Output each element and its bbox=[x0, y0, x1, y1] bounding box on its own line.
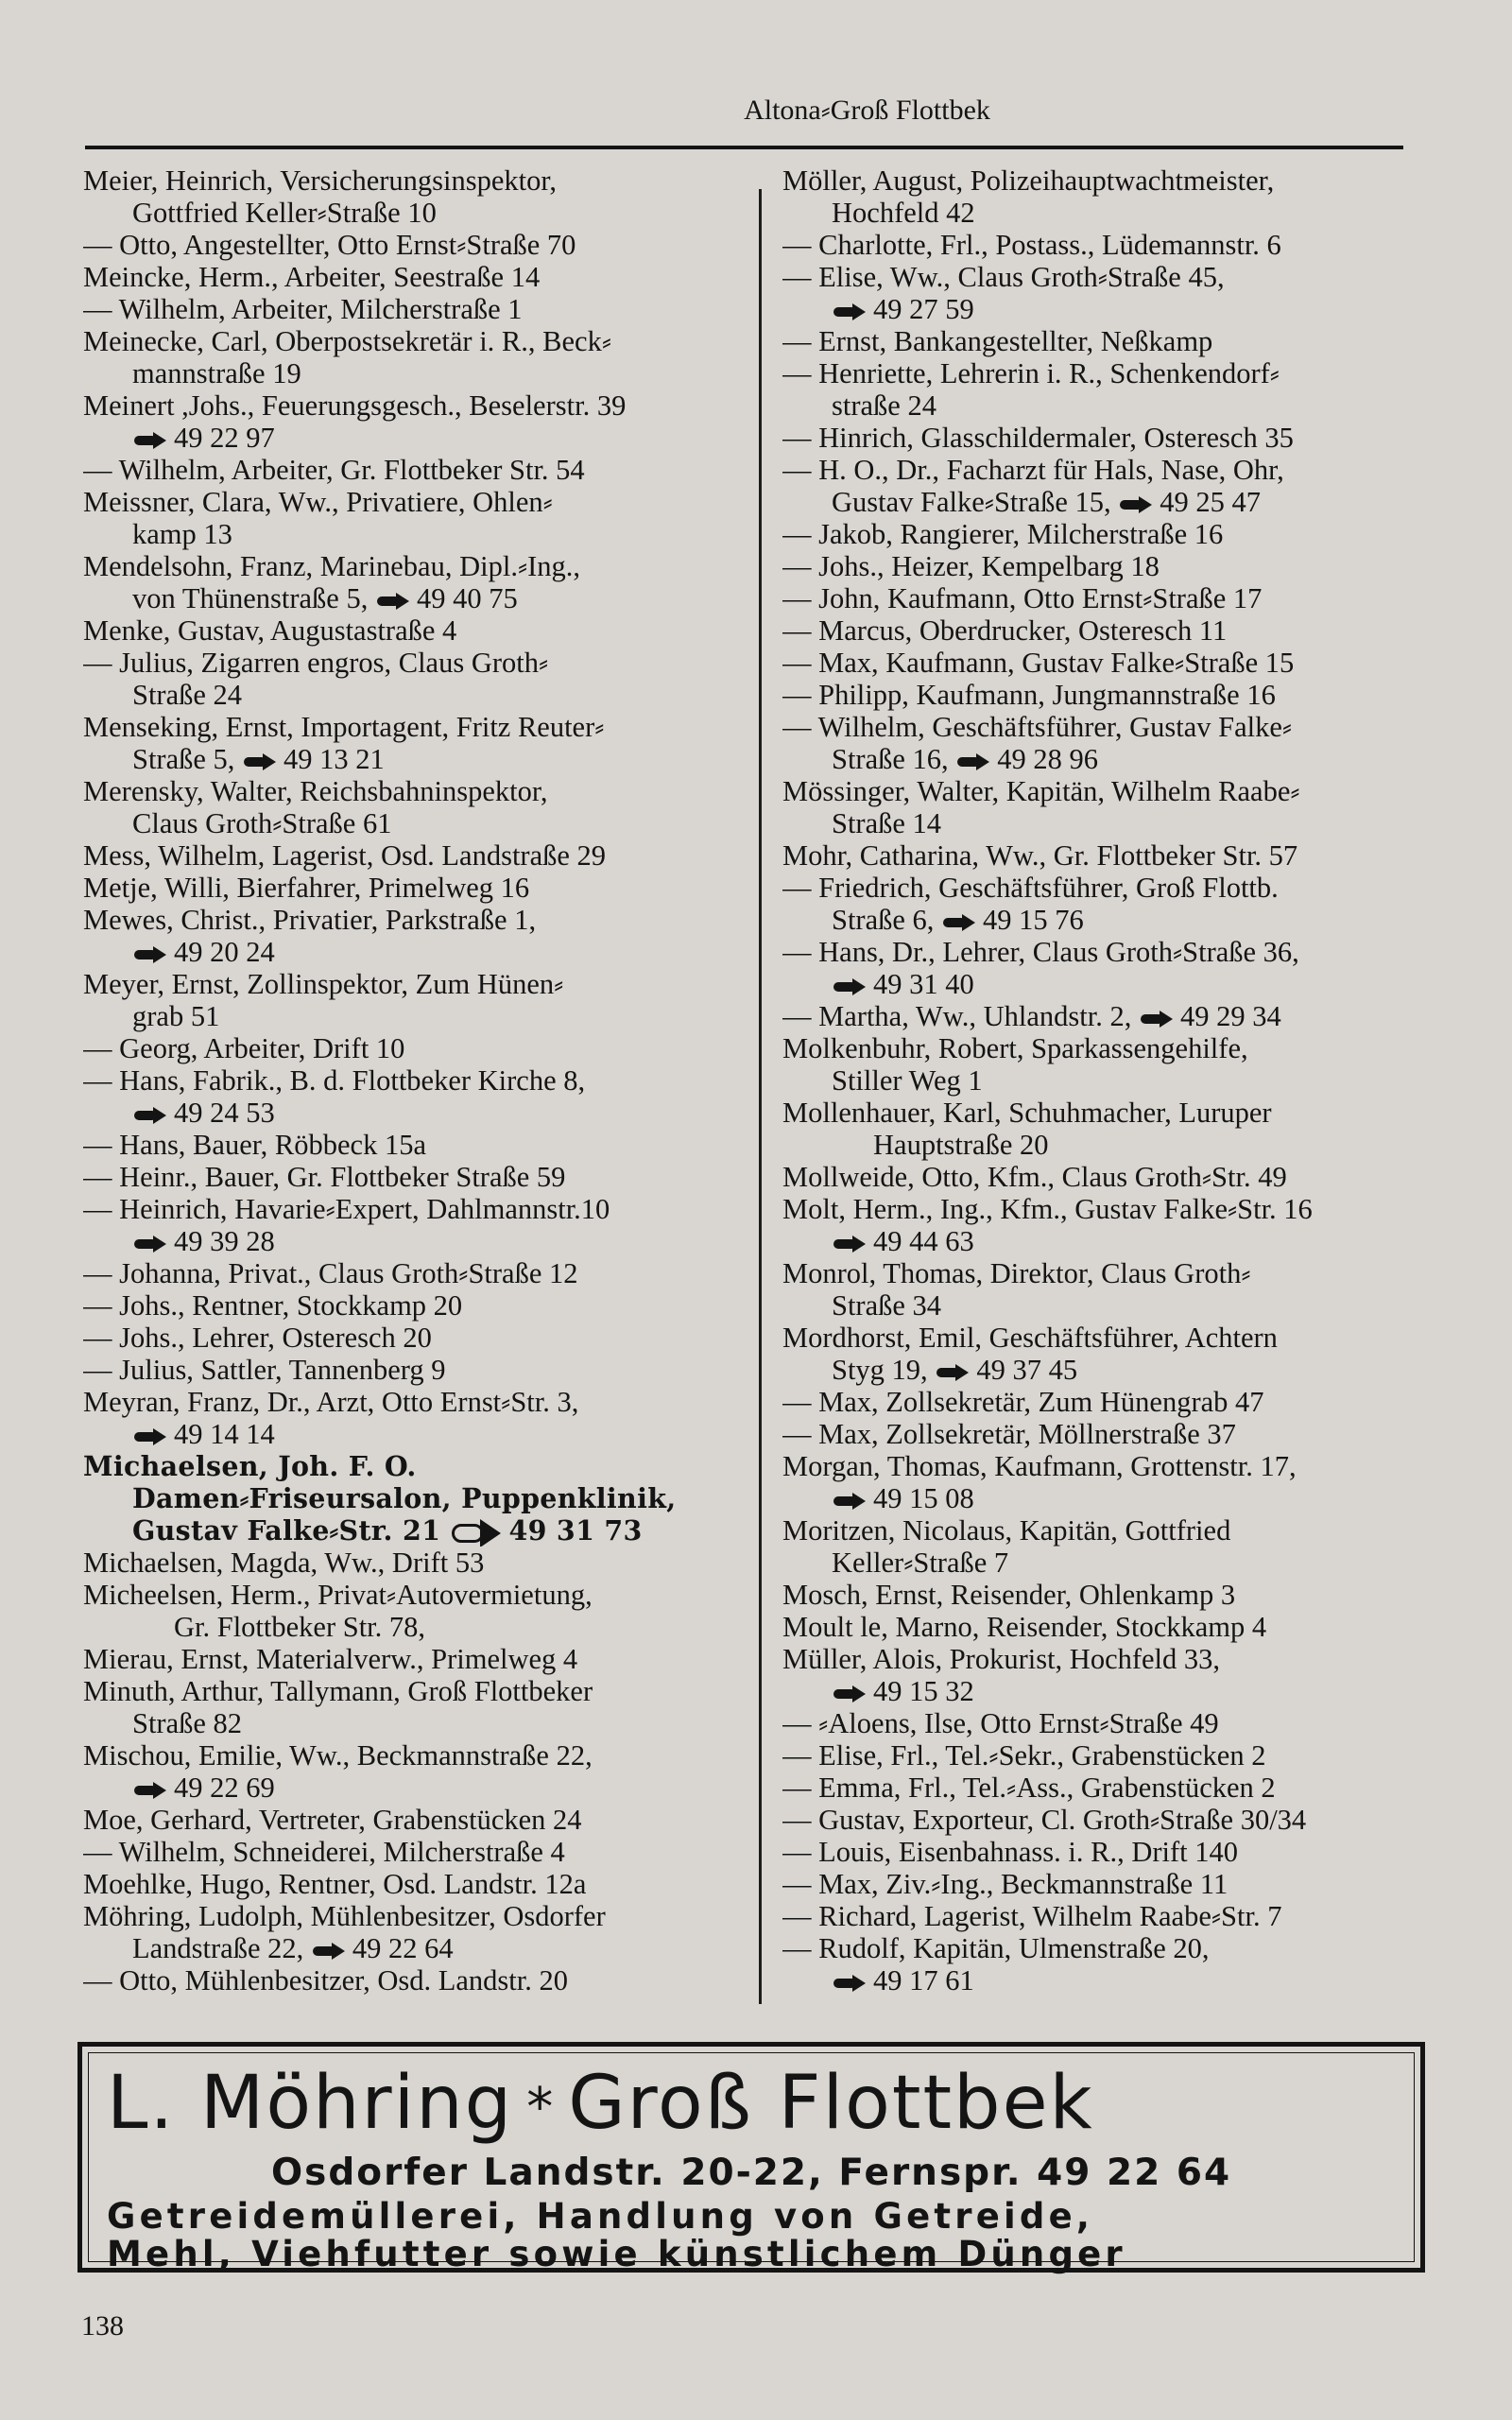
directory-line bbox=[83, 872, 735, 904]
telephone-icon bbox=[377, 595, 411, 608]
directory-text: — Charlotte, Frl., Postass., Lüdemannstr. 6 bbox=[782, 229, 1281, 261]
directory-text: — Otto, Angestellter, Otto Ernst⸗Straße 70 bbox=[83, 229, 576, 261]
telephone-icon bbox=[313, 1945, 347, 1958]
directory-text: Michaelsen, Magda, Ww., Drift 53 bbox=[83, 1547, 485, 1579]
directory-text: — Ernst, Bankangestellter, Neßkamp bbox=[782, 325, 1213, 357]
directory-line bbox=[782, 807, 1435, 839]
page-number: 138 bbox=[81, 2310, 124, 2342]
directory-text: Moult le, Marno, Reisender, Stockkamp 4 bbox=[782, 1611, 1267, 1643]
directory-line bbox=[782, 422, 1435, 454]
directory-line bbox=[782, 1900, 1435, 1932]
directory-line bbox=[83, 1868, 735, 1900]
directory-text: Morgan, Thomas, Kaufmann, Grottenstr. 17, bbox=[782, 1450, 1297, 1482]
left-column bbox=[83, 164, 735, 1996]
directory-line bbox=[782, 679, 1435, 711]
telephone-icon bbox=[244, 755, 278, 769]
phone-number: 49 25 47 bbox=[1160, 486, 1261, 518]
directory-text: 49 39 28 bbox=[174, 1225, 275, 1257]
phone-number: 49 29 34 bbox=[1179, 1000, 1281, 1032]
directory-text: — Gustav, Exporteur, Cl. Groth⸗Straße 30/34 bbox=[782, 1804, 1307, 1836]
phone-number: 49 31 73 bbox=[508, 1514, 643, 1547]
directory-text: Mess, Wilhelm, Lagerist, Osd. Landstraße 29 bbox=[83, 839, 607, 872]
directory-line bbox=[782, 1482, 1435, 1514]
directory-line bbox=[782, 872, 1435, 904]
directory-line bbox=[782, 325, 1435, 357]
directory-line bbox=[83, 1804, 735, 1836]
directory-text: Menseking, Ernst, Importagent, Fritz Reuter⸗ bbox=[83, 711, 605, 743]
directory-line bbox=[782, 293, 1435, 325]
directory-text: Moe, Gerhard, Vertreter, Grabenstücken 24 bbox=[83, 1804, 582, 1836]
directory-line bbox=[782, 1643, 1435, 1675]
directory-line bbox=[83, 550, 735, 582]
directory-text: Minuth, Arthur, Tallymann, Groß Flottbeker bbox=[83, 1675, 593, 1707]
directory-line bbox=[83, 1032, 735, 1064]
phone-number: 49 22 64 bbox=[352, 1932, 454, 1964]
directory-text: Molt, Herm., Ing., Kfm., Gustav Falke⸗Str. 16 bbox=[782, 1193, 1313, 1225]
directory-text: 49 17 61 bbox=[873, 1964, 974, 1996]
directory-text: — Max, Zollsekretär, Zum Hünengrab 47 bbox=[782, 1386, 1264, 1418]
directory-text: Mössinger, Walter, Kapitän, Wilhelm Raabe⸗ bbox=[782, 775, 1300, 807]
page-title: Altona⸗Groß Flottbek bbox=[744, 95, 990, 126]
directory-line bbox=[83, 518, 735, 550]
directory-line bbox=[83, 839, 735, 872]
directory-line bbox=[83, 1514, 735, 1547]
directory-text: Straße 14 bbox=[832, 807, 942, 839]
telephone-icon bbox=[833, 980, 868, 994]
directory-line bbox=[83, 904, 735, 936]
telephone-icon bbox=[452, 1522, 503, 1545]
directory-text: — Friedrich, Geschäftsführer, Groß Flottb. bbox=[782, 872, 1279, 904]
telephone-icon bbox=[943, 916, 977, 929]
directory-line bbox=[782, 1964, 1435, 1996]
directory-line bbox=[83, 1064, 735, 1097]
directory-line bbox=[83, 1418, 735, 1450]
directory-text: — Johs., Heizer, Kempelbarg 18 bbox=[782, 550, 1160, 582]
directory-text: Hauptstraße 20 bbox=[873, 1129, 1049, 1161]
directory-line bbox=[83, 1772, 735, 1804]
directory-text: Mewes, Christ., Privatier, Parkstraße 1, bbox=[83, 904, 537, 936]
directory-text: — H. O., Dr., Facharzt für Hals, Nase, Ohr, bbox=[782, 454, 1284, 486]
directory-line bbox=[782, 1547, 1435, 1579]
directory-line bbox=[83, 325, 735, 357]
directory-line bbox=[782, 1000, 1435, 1032]
directory-line bbox=[83, 1322, 735, 1354]
directory-line bbox=[782, 1289, 1435, 1322]
header-rule bbox=[85, 146, 1403, 149]
directory-text: Claus Groth⸗Straße 61 bbox=[132, 807, 392, 839]
directory-line bbox=[83, 1836, 735, 1868]
directory-text: 49 27 59 bbox=[873, 293, 974, 325]
advertisement-line-2: Mehl, Viehfutter sowie künstlichem Dünger bbox=[107, 2234, 1126, 2274]
directory-line bbox=[83, 229, 735, 261]
directory-text: — Hans, Fabrik., B. d. Flottbeker Kirche 8, bbox=[83, 1064, 586, 1097]
directory-text: — Georg, Arbeiter, Drift 10 bbox=[83, 1032, 405, 1064]
page-header bbox=[85, 95, 1403, 127]
directory-line bbox=[83, 1000, 735, 1032]
directory-line bbox=[782, 968, 1435, 1000]
directory-text: Mollenhauer, Karl, Schuhmacher, Luruper bbox=[782, 1097, 1272, 1129]
directory-line bbox=[83, 1225, 735, 1257]
phone-number: 49 15 76 bbox=[983, 904, 1084, 936]
directory-line bbox=[782, 904, 1435, 936]
directory-text: Michaelsen, Joh. F. O. bbox=[83, 1450, 417, 1482]
directory-text: — Otto, Mühlenbesitzer, Osd. Landstr. 20 bbox=[83, 1964, 568, 1996]
directory-line bbox=[83, 1097, 735, 1129]
directory-text: Meinecke, Carl, Oberpostsekretär i. R., Beck⸗ bbox=[83, 325, 611, 357]
directory-text: — Johs., Lehrer, Osteresch 20 bbox=[83, 1322, 432, 1354]
directory-text: — Elise, Ww., Claus Groth⸗Straße 45, bbox=[782, 261, 1225, 293]
telephone-icon bbox=[957, 755, 991, 769]
directory-text: Metje, Willi, Bierfahrer, Primelweg 16 bbox=[83, 872, 530, 904]
directory-text: Mierau, Ernst, Materialverw., Primelweg 4 bbox=[83, 1643, 578, 1675]
directory-line bbox=[782, 1064, 1435, 1097]
directory-line bbox=[782, 1418, 1435, 1450]
directory-line bbox=[782, 1193, 1435, 1225]
directory-text: — Marcus, Oberdrucker, Osteresch 11 bbox=[782, 614, 1228, 647]
directory-line bbox=[83, 293, 735, 325]
directory-text: — Hans, Bauer, Röbbeck 15a bbox=[83, 1129, 426, 1161]
directory-line bbox=[83, 1450, 735, 1482]
directory-line bbox=[782, 1804, 1435, 1836]
directory-line bbox=[83, 454, 735, 486]
directory-text: — Hinrich, Glasschildermaler, Osteresch 35 bbox=[782, 422, 1294, 454]
telephone-icon bbox=[833, 305, 868, 319]
directory-text: Molkenbuhr, Robert, Sparkassengehilfe, bbox=[782, 1032, 1248, 1064]
directory-line bbox=[782, 1032, 1435, 1064]
directory-text: Stiller Weg 1 bbox=[832, 1064, 983, 1097]
directory-line bbox=[83, 1257, 735, 1289]
directory-text: grab 51 bbox=[132, 1000, 220, 1032]
directory-line bbox=[83, 1193, 735, 1225]
directory-text: Straße 34 bbox=[832, 1289, 942, 1322]
directory-text: 49 15 32 bbox=[873, 1675, 974, 1707]
directory-text: — Julius, Zigarren engros, Claus Groth⸗ bbox=[83, 647, 549, 679]
directory-text: — Louis, Eisenbahnass. i. R., Drift 140 bbox=[782, 1836, 1239, 1868]
telephone-icon bbox=[833, 1237, 868, 1251]
directory-line bbox=[83, 1739, 735, 1772]
directory-line bbox=[782, 1836, 1435, 1868]
directory-text: Mischou, Emilie, Ww., Beckmannstraße 22, bbox=[83, 1739, 593, 1772]
directory-text: Styg 19, bbox=[832, 1354, 928, 1386]
directory-line bbox=[83, 1932, 735, 1964]
directory-line bbox=[83, 679, 735, 711]
directory-text: — Richard, Lagerist, Wilhelm Raabe⸗Str. 7 bbox=[782, 1900, 1282, 1932]
advertisement-company: L. Möhring bbox=[107, 2061, 514, 2146]
directory-line bbox=[83, 1289, 735, 1322]
directory-text: Moehlke, Hugo, Rentner, Osd. Landstr. 12a bbox=[83, 1868, 587, 1900]
directory-text: 49 31 40 bbox=[873, 968, 974, 1000]
directory-line bbox=[83, 743, 735, 775]
telephone-icon bbox=[1120, 498, 1154, 511]
directory-text: — Wilhelm, Arbeiter, Milcherstraße 1 bbox=[83, 293, 523, 325]
directory-text: Meissner, Clara, Ww., Privatiere, Ohlen⸗ bbox=[83, 486, 553, 518]
directory-line bbox=[782, 614, 1435, 647]
directory-line bbox=[83, 1129, 735, 1161]
directory-line bbox=[83, 1675, 735, 1707]
directory-line bbox=[782, 1097, 1435, 1129]
telephone-icon bbox=[134, 1430, 168, 1443]
directory-line bbox=[83, 422, 735, 454]
column-divider bbox=[759, 189, 762, 2004]
directory-text: — Henriette, Lehrerin i. R., Schenkendorf⸗ bbox=[782, 357, 1280, 389]
directory-text: Straße 82 bbox=[132, 1707, 243, 1739]
directory-text: Mollweide, Otto, Kfm., Claus Groth⸗Str. 49 bbox=[782, 1161, 1287, 1193]
directory-text: 49 24 53 bbox=[174, 1097, 275, 1129]
directory-text: Gustav Falke⸗Str. 21 bbox=[132, 1514, 441, 1547]
telephone-icon bbox=[134, 1109, 168, 1122]
directory-line bbox=[83, 647, 735, 679]
directory-text: 49 20 24 bbox=[174, 936, 275, 968]
directory-text: — Wilhelm, Geschäftsführer, Gustav Falke⸗ bbox=[782, 711, 1293, 743]
advertisement-star: * bbox=[526, 2076, 556, 2138]
telephone-icon bbox=[833, 1977, 868, 1990]
telephone-icon bbox=[134, 948, 168, 961]
directory-line bbox=[782, 1257, 1435, 1289]
directory-line bbox=[83, 389, 735, 422]
directory-line bbox=[83, 1547, 735, 1579]
directory-text: Mosch, Ernst, Reisender, Ohlenkamp 3 bbox=[782, 1579, 1236, 1611]
directory-text: — Johanna, Privat., Claus Groth⸗Straße 12 bbox=[83, 1257, 578, 1289]
directory-text: — Emma, Frl., Tel.⸗Ass., Grabenstücken 2 bbox=[782, 1772, 1276, 1804]
directory-line bbox=[782, 647, 1435, 679]
directory-line bbox=[782, 1354, 1435, 1386]
directory-text: Damen⸗Friseursalon, Puppenklinik, bbox=[132, 1482, 677, 1514]
directory-line bbox=[83, 486, 735, 518]
directory-line bbox=[782, 711, 1435, 743]
directory-text: — Max, Ziv.⸗Ing., Beckmannstraße 11 bbox=[782, 1868, 1228, 1900]
directory-line bbox=[782, 743, 1435, 775]
telephone-icon bbox=[134, 1784, 168, 1797]
directory-line bbox=[782, 936, 1435, 968]
directory-text: Meincke, Herm., Arbeiter, Seestraße 14 bbox=[83, 261, 541, 293]
directory-line bbox=[782, 775, 1435, 807]
directory-line bbox=[782, 261, 1435, 293]
directory-text: Gottfried Keller⸗Straße 10 bbox=[132, 197, 437, 229]
directory-line bbox=[782, 1579, 1435, 1611]
directory-line bbox=[782, 550, 1435, 582]
directory-line bbox=[782, 1161, 1435, 1193]
directory-text: Monrol, Thomas, Direktor, Claus Groth⸗ bbox=[782, 1257, 1251, 1289]
directory-line bbox=[83, 807, 735, 839]
phone-number: 49 37 45 bbox=[976, 1354, 1078, 1386]
directory-text: Mohr, Catharina, Ww., Gr. Flottbeker Str. 57 bbox=[782, 839, 1298, 872]
directory-line bbox=[782, 1611, 1435, 1643]
directory-line bbox=[782, 518, 1435, 550]
directory-text: Landstraße 22, bbox=[132, 1932, 304, 1964]
advertisement-title bbox=[107, 2061, 1401, 2148]
directory-text: — ⸗Aloens, Ilse, Otto Ernst⸗Straße 49 bbox=[782, 1707, 1219, 1739]
directory-text: Micheelsen, Herm., Privat⸗Autovermietung, bbox=[83, 1579, 593, 1611]
directory-text: 49 22 69 bbox=[174, 1772, 275, 1804]
directory-line bbox=[782, 389, 1435, 422]
directory-text: Meyer, Ernst, Zollinspektor, Zum Hünen⸗ bbox=[83, 968, 564, 1000]
directory-text: Straße 24 bbox=[132, 679, 243, 711]
directory-text: 49 15 08 bbox=[873, 1482, 974, 1514]
directory-line bbox=[83, 968, 735, 1000]
phone-number: 49 40 75 bbox=[416, 582, 518, 614]
directory-line bbox=[782, 1514, 1435, 1547]
directory-line bbox=[782, 357, 1435, 389]
directory-line bbox=[782, 1675, 1435, 1707]
directory-line bbox=[782, 839, 1435, 872]
directory-text: Meier, Heinrich, Versicherungsinspektor, bbox=[83, 164, 557, 197]
directory-line bbox=[83, 1964, 735, 1996]
directory-text: Menke, Gustav, Augustastraße 4 bbox=[83, 614, 457, 647]
directory-text: Meinert ,Johs., Feuerungsgesch., Beselerstr. 39 bbox=[83, 389, 627, 422]
directory-line bbox=[83, 1707, 735, 1739]
directory-line bbox=[782, 1386, 1435, 1418]
directory-line bbox=[782, 1707, 1435, 1739]
directory-text: Merensky, Walter, Reichsbahninspektor, bbox=[83, 775, 548, 807]
telephone-icon bbox=[936, 1366, 971, 1379]
directory-text: Müller, Alois, Prokurist, Hochfeld 33, bbox=[782, 1643, 1221, 1675]
directory-line bbox=[83, 582, 735, 614]
directory-text: — Johs., Rentner, Stockkamp 20 bbox=[83, 1289, 463, 1322]
directory-text: Meyran, Franz, Dr., Arzt, Otto Ernst⸗Str. 3, bbox=[83, 1386, 579, 1418]
directory-line bbox=[782, 164, 1435, 197]
directory-text: mannstraße 19 bbox=[132, 357, 301, 389]
directory-text: straße 24 bbox=[832, 389, 936, 422]
directory-text: 49 14 14 bbox=[174, 1418, 275, 1450]
directory-text: 49 44 63 bbox=[873, 1225, 974, 1257]
directory-text: von Thünenstraße 5, bbox=[132, 582, 369, 614]
directory-text: — Max, Kaufmann, Gustav Falke⸗Straße 15 bbox=[782, 647, 1295, 679]
directory-text: Möhring, Ludolph, Mühlenbesitzer, Osdorfer bbox=[83, 1900, 606, 1932]
directory-text: — Jakob, Rangierer, Milcherstraße 16 bbox=[782, 518, 1224, 550]
directory-line bbox=[83, 1900, 735, 1932]
directory-line bbox=[83, 261, 735, 293]
telephone-icon bbox=[1141, 1012, 1175, 1026]
directory-line bbox=[83, 357, 735, 389]
directory-text: Mordhorst, Emil, Geschäftsführer, Achtern bbox=[782, 1322, 1278, 1354]
directory-line bbox=[83, 1161, 735, 1193]
directory-line bbox=[83, 1611, 735, 1643]
directory-text: — Elise, Frl., Tel.⸗Sekr., Grabenstücken 2 bbox=[782, 1739, 1266, 1772]
directory-text: — Philipp, Kaufmann, Jungmannstraße 16 bbox=[782, 679, 1276, 711]
directory-line bbox=[782, 486, 1435, 518]
directory-line bbox=[782, 1868, 1435, 1900]
directory-text: Straße 5, bbox=[132, 743, 235, 775]
directory-line bbox=[83, 197, 735, 229]
advertisement-line-1: Getreidemüllerei, Handlung von Getreide, bbox=[107, 2196, 1094, 2237]
directory-line bbox=[83, 1482, 735, 1514]
directory-line bbox=[83, 1354, 735, 1386]
phone-number: 49 28 96 bbox=[997, 743, 1099, 775]
directory-text: — Hans, Dr., Lehrer, Claus Groth⸗Straße 36, bbox=[782, 936, 1299, 968]
directory-text: Keller⸗Straße 7 bbox=[832, 1547, 1009, 1579]
directory-line bbox=[83, 614, 735, 647]
directory-line bbox=[83, 711, 735, 743]
directory-text: — Heinrich, Havarie⸗Expert, Dahlmannstr.10 bbox=[83, 1193, 610, 1225]
directory-line bbox=[782, 1739, 1435, 1772]
directory-line bbox=[83, 1386, 735, 1418]
directory-text: — Wilhelm, Arbeiter, Gr. Flottbeker Str. 54 bbox=[83, 454, 585, 486]
directory-line bbox=[782, 1129, 1435, 1161]
directory-line bbox=[782, 1225, 1435, 1257]
directory-line bbox=[83, 936, 735, 968]
directory-text: — Heinr., Bauer, Gr. Flottbeker Straße 59 bbox=[83, 1161, 566, 1193]
directory-text: Straße 6, bbox=[832, 904, 935, 936]
telephone-icon bbox=[134, 1237, 168, 1251]
directory-text: — Rudolf, Kapitän, Ulmenstraße 20, bbox=[782, 1932, 1210, 1964]
directory-line bbox=[782, 582, 1435, 614]
advertisement-address: Osdorfer Landstr. 20-22, Fernspr. 49 22 64 bbox=[271, 2152, 1232, 2194]
telephone-icon bbox=[134, 434, 168, 447]
phone-number: 49 13 21 bbox=[284, 743, 385, 775]
telephone-icon bbox=[833, 1687, 868, 1701]
directory-text: Möller, August, Polizeihauptwachtmeister, bbox=[782, 164, 1275, 197]
directory-text: — Julius, Sattler, Tannenberg 9 bbox=[83, 1354, 446, 1386]
directory-text: Hochfeld 42 bbox=[832, 197, 975, 229]
directory-text: — Martha, Ww., Uhlandstr. 2, bbox=[782, 1000, 1132, 1032]
directory-line bbox=[782, 1932, 1435, 1964]
directory-line bbox=[83, 775, 735, 807]
directory-text: — John, Kaufmann, Otto Ernst⸗Straße 17 bbox=[782, 582, 1263, 614]
directory-line bbox=[782, 1450, 1435, 1482]
directory-line bbox=[83, 164, 735, 197]
directory-text: kamp 13 bbox=[132, 518, 232, 550]
directory-line bbox=[782, 1322, 1435, 1354]
advertisement-box bbox=[77, 2042, 1425, 2273]
right-column bbox=[782, 164, 1435, 1996]
directory-text: 49 22 97 bbox=[174, 422, 275, 454]
directory-line bbox=[782, 229, 1435, 261]
directory-line bbox=[83, 1579, 735, 1611]
directory-text: Mendelsohn, Franz, Marinebau, Dipl.⸗Ing., bbox=[83, 550, 581, 582]
directory-text: — Max, Zollsekretär, Möllnerstraße 37 bbox=[782, 1418, 1236, 1450]
directory-line bbox=[782, 454, 1435, 486]
directory-text: Gr. Flottbeker Str. 78, bbox=[174, 1611, 426, 1643]
directory-line bbox=[782, 1772, 1435, 1804]
directory-text: — Wilhelm, Schneiderei, Milcherstraße 4 bbox=[83, 1836, 565, 1868]
directory-line bbox=[83, 1643, 735, 1675]
advertisement-town: Groß Flottbek bbox=[568, 2061, 1094, 2146]
directory-text: Straße 16, bbox=[832, 743, 949, 775]
telephone-icon bbox=[833, 1495, 868, 1508]
directory-text: Gustav Falke⸗Straße 15, bbox=[832, 486, 1111, 518]
directory-text: Moritzen, Nicolaus, Kapitän, Gottfried bbox=[782, 1514, 1231, 1547]
directory-line bbox=[782, 197, 1435, 229]
